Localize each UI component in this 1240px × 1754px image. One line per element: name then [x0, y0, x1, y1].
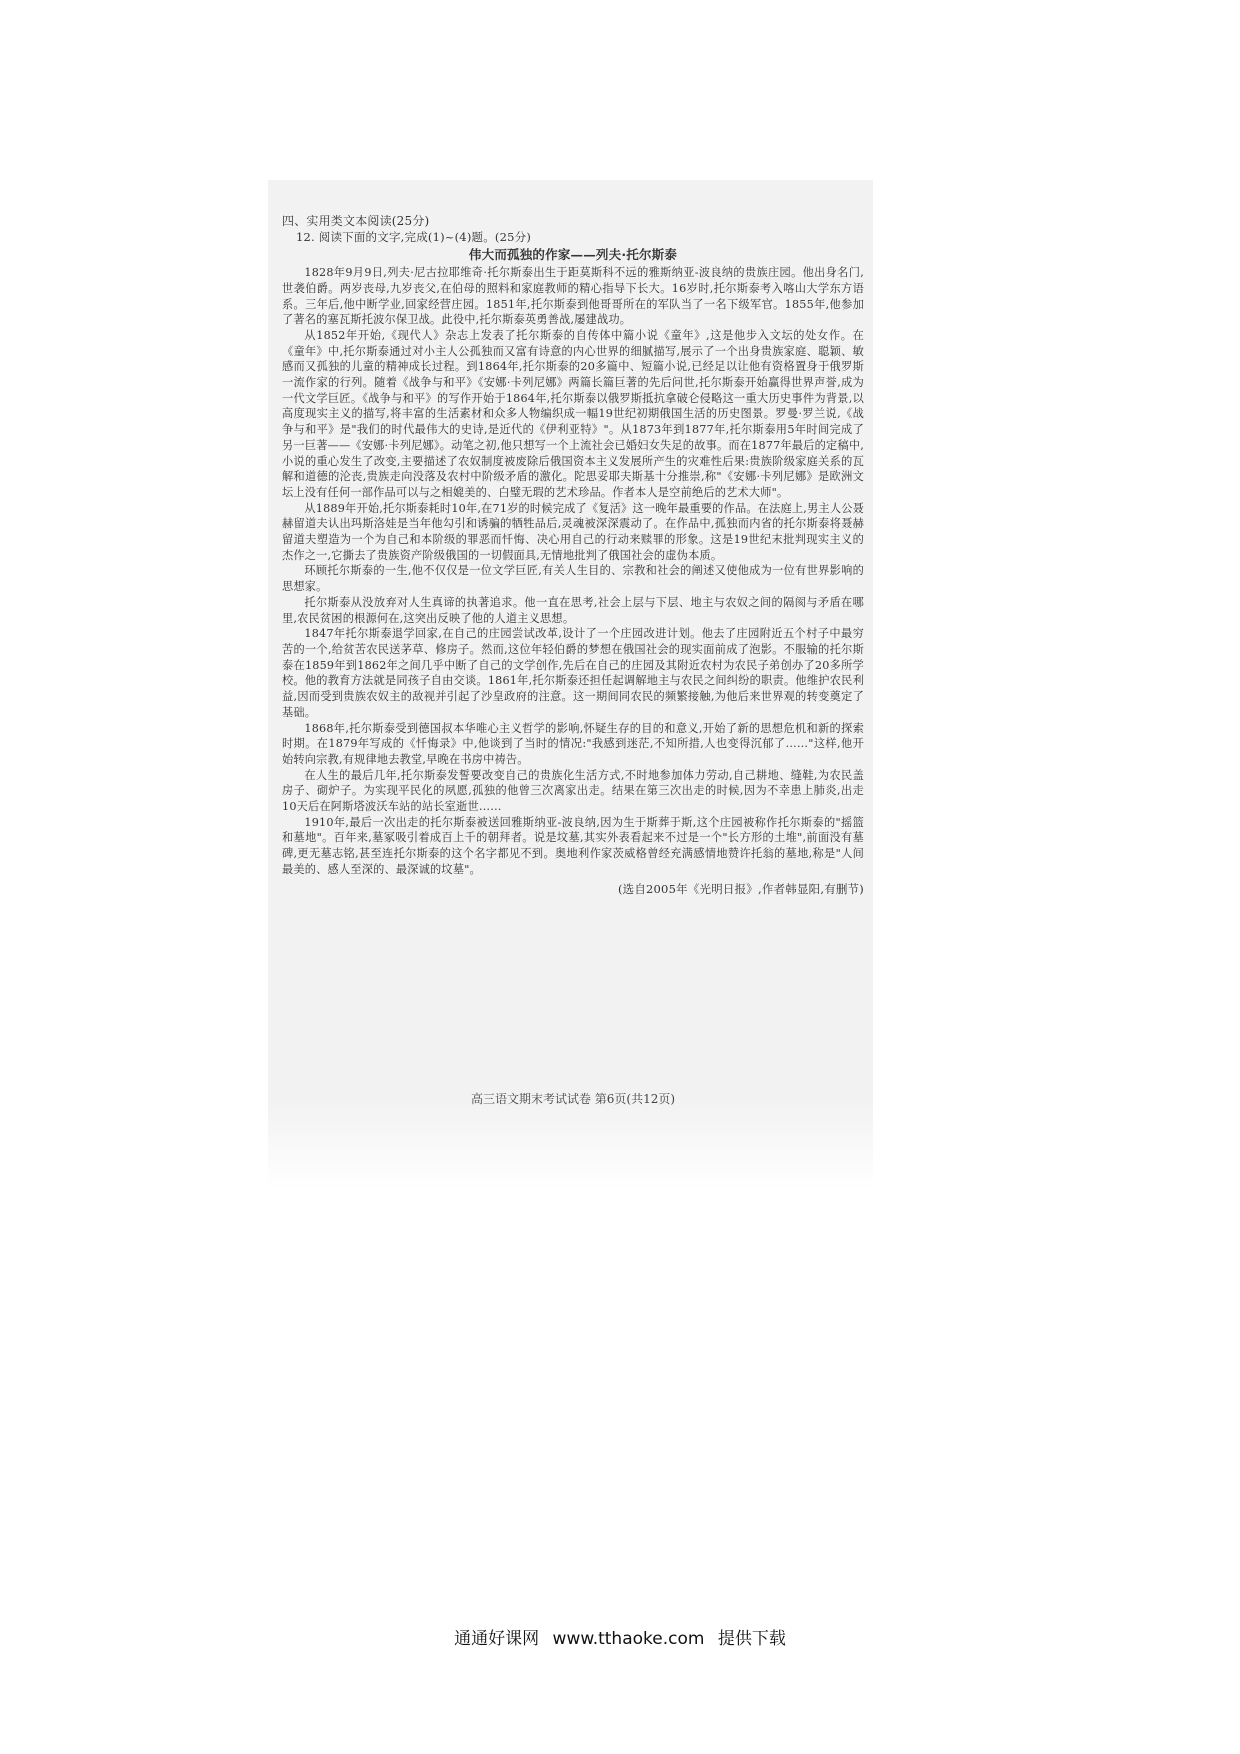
source-citation: (选自2005年《光明日报》,作者韩显阳,有删节) [617, 881, 864, 896]
site-url[interactable]: www.tthaoke.com [552, 1629, 705, 1649]
section-heading: 四、实用类文本阅读(25分) [282, 214, 430, 228]
site-footer [0, 1624, 1240, 1649]
site-name: 通通好课网 [454, 1629, 540, 1649]
paragraph: 从1852年开始,《现代人》杂志上发表了托尔斯泰的自传体中篇小说《童年》,这是他步入文坛的处女作。在《童年》中,托尔斯泰通过对小主人公孤独而又富有诗意的内心世界的细腻描写,展示了一个出身贵族家庭、聪颖、敏感而又孤独的儿童的精神成长过程。到1864年,托尔斯泰的20多篇中、短篇小说,已经足以让他有资格置身于俄罗斯一流作家的行列。随着《战争与和平》《安娜·卡列尼娜》两篇长篇巨著的先后问世,托尔斯泰开始赢得世界声誉,成为一代文学巨匠。《战争与和平》的写作开始于1864年,托尔斯泰以俄罗斯抵抗拿破仑侵略这一重大历史事件为背景,以高度现实主义的描写,将丰富的生活素材和众多人物编织成一幅19世纪初期俄国生活的历史图景。罗曼·罗兰说,《战争与和平》是"我们的时代最伟大的史诗,是近代的《伊利亚特》"。从1873年到1877年,托尔斯泰用5年时间完成了另一巨著——《安娜·卡列尼娜》。动笔之初,他只想写一个上流社会已婚妇女失足的故事。而在1877年最后的定稿中,小说的重心发生了改变,主要描述了农奴制度被废除后俄国资本主义发展所产生的灾难性后果:贵族阶级家庭关系的瓦解和道德的沦丧,贵族走向没落及农村中阶级矛盾的激化。陀思妥耶夫斯基十分推崇,称"《安娜·卡列尼娜》是欧洲文坛上没有任何一部作品可以与之相媲美的、白璧无瑕的艺术珍品。作者本人是空前绝后的艺术大师"。 [282, 328, 864, 499]
article-body [282, 214, 864, 897]
paragraph: 从1889年开始,托尔斯泰耗时10年,在71岁的时候完成了《复活》这一晚年最重要的作品。在法庭上,男主人公聂赫留道夫认出玛斯洛娃是当年他勾引和诱骗的牺牲品后,灵魂被深深震动了。在作品中,孤独而内省的托尔斯泰将聂赫留道夫塑造为一个为自己和本阶级的罪恶而忏悔、决心用自己的行动来赎罪的形象。这是19世纪末批判现实主义的杰作之一,它撕去了贵族资产阶级俄国的一切假面具,无情地批判了俄国社会的虚伪本质。 [282, 501, 864, 562]
paragraph: 托尔斯泰从没放弃对人生真谛的执著追求。他一直在思考,社会上层与下层、地主与农奴之间的隔阂与矛盾在哪里,农民贫困的根源何在,这突出反映了他的人道主义思想。 [282, 595, 864, 625]
paragraph: 1868年,托尔斯泰受到德国叔本华唯心主义哲学的影响,怀疑生存的目的和意义,开始了新的思想危机和新的探索时期。在1879年写成的《忏悔录》中,他谈到了当时的情况:"我感到迷茫,不知所措,人也变得沉郁了……"这样,他开始转向宗教,有规律地去教堂,早晚在书房中祷告。 [282, 721, 864, 766]
paragraph: 1910年,最后一次出走的托尔斯泰被送回雅斯纳亚-波良纳,因为生于斯葬于斯,这个庄园被称作托尔斯泰的"摇篮和墓地"。百年来,墓冢吸引着成百上千的朝拜者。说是坟墓,其实外表看起来不过是一个"长方形的土堆",前面没有墓碑,更无墓志铭,甚至连托尔斯泰的这个名字都见不到。奥地利作家茨威格曾经充满感情地赞许托翁的墓地,称是"人间最美的、感人至深的、最深诚的坟墓"。 [282, 815, 864, 876]
scan-edge [268, 1100, 873, 1190]
paragraph: 在人生的最后几年,托尔斯泰发誓要改变自己的贵族化生活方式,不时地参加体力劳动,自己耕地、缝鞋,为农民盖房子、砌炉子。为实现平民化的夙愿,孤独的他曾三次离家出走。结果在第三次出走的时候,因为不幸患上肺炎,出走10天后在阿斯塔波沃车站的站长室逝世…… [282, 768, 864, 814]
download-text: 提供下载 [717, 1629, 786, 1649]
question-prompt: 12. 阅读下面的文字,完成(1)~(4)题。(25分) [296, 229, 532, 244]
paragraph: 1847年托尔斯泰退学回家,在自己的庄园尝试改革,设计了一个庄园改进计划。他去了庄园附近五个村子中最穷苦的一个,给贫苦农民送茅草、修房子。然而,这位年轻伯爵的梦想在俄国社会的现实面前成了泡影。不服输的托尔斯泰在1859年到1862年之间几乎中断了自己的文学创作,先后在自己的庄园及其附近农村为农民子弟创办了20多所学校。他的教育方法就是同孩子自由交谈。1861年,托尔斯泰还担任起调解地主与农民之间纠纷的职责。他维护农民利益,因而受到贵族农奴主的敌视并引起了沙皇政府的注意。这一期间同农民的频繁接触,为他后来世界观的转变奠定了基础。 [282, 627, 864, 719]
paragraph: 1828年9月9日,列夫·尼古拉耶维奇·托尔斯泰出生于距莫斯科不远的雅斯纳亚-波良纳的贵族庄园。他出身名门,世袭伯爵。两岁丧母,九岁丧父,在伯母的照料和家庭教师的精心指导下长大。16岁时,托尔斯泰考入喀山大学东方语系。三年后,他中断学业,回家经营庄园。1851年,托尔斯泰到他哥哥所在的军队当了一名下级军官。1855年,他参加了著名的塞瓦斯托波尔保卫战。此役中,托尔斯泰英勇善战,屡建战功。 [282, 266, 864, 327]
article-title: 伟大而孤独的作家——列夫·托尔斯泰 [468, 247, 678, 263]
page-footer: 高三语文期末考试试卷 第6页(共12页) [470, 1092, 676, 1106]
paragraph: 环顾托尔斯泰的一生,他不仅仅是一位文学巨匠,有关人生目的、宗教和社会的阐述又使他成为一位有世界影响的思想家。 [282, 564, 864, 594]
